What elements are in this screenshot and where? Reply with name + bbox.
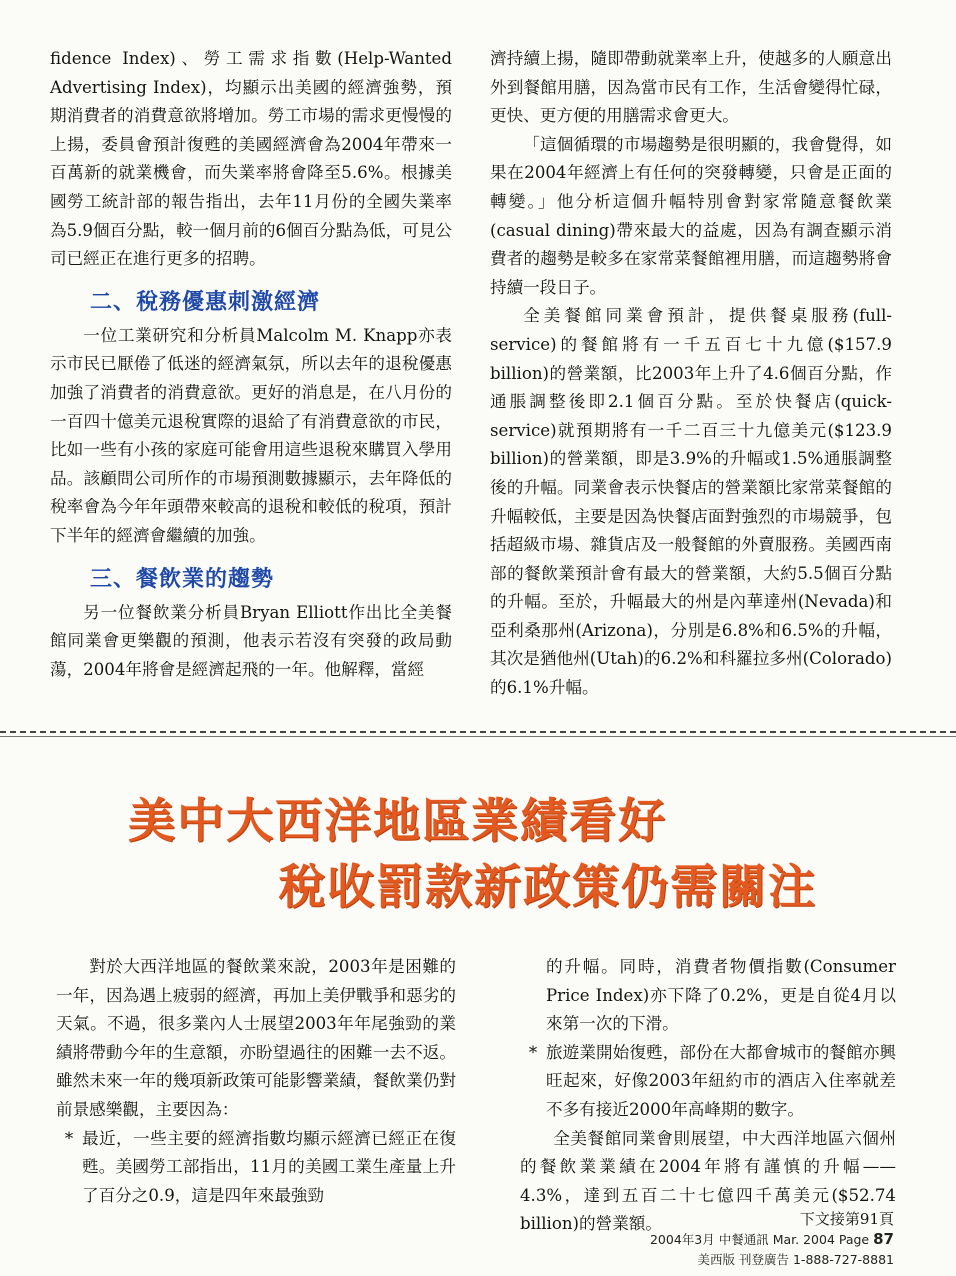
page-footer-ad-line: 美西版 刊登廣告 1-888-727-8881	[697, 1252, 894, 1267]
section-divider-rule	[0, 736, 956, 737]
section-heading-trends: 三、餐飲業的趨勢	[90, 566, 275, 592]
bullet-spacer	[520, 953, 546, 1039]
paragraph: 對於大西洋地區的餐飲業來說，2003年是困難的一年，因為遇上疲弱的經濟，再加上美伊戰爭和惡劣的天氣。不過，很多業內人士展望2003年年尾強勁的業績將帶動今年的生意額，亦盼望過往的困難一去不返。雖然未來一年的幾項新政策可能影響業績，餐飲業仍對前景感樂觀，主要因為：	[56, 957, 456, 1119]
article-top-left-column	[50, 45, 452, 684]
footer-issue-info: 2004年3月 中餐通訊 Mar. 2004 Page	[649, 1232, 870, 1247]
list-item	[520, 1039, 896, 1125]
bullet-mark: *	[528, 1042, 538, 1062]
paragraph: 一位工業研究和分析員Malcolm M. Knapp亦表示市民已厭倦了低迷的經濟氣氛，所以去年的退稅優惠加強了消費者的消費意欲。更好的消息是，在八月份的一百四十億美元退稅實際的退給了有消費意欲的市民，比如一些有小孩的家庭可能會用這些退稅來購買入學用品。該顧問公司所作的市場預測數據顯示，去年降低的稅率會為今年年頭帶來較高的退稅和較低的稅項，預計下半年的經濟會繼續的加強。	[50, 325, 452, 545]
headline-line-2: 稅收罰款新政策仍需關注	[278, 860, 817, 915]
paragraph: 全美餐館同業會預計，提供餐桌服務(full-service)的餐館將有一千五百七十九億($157.9 billion)的營業額，比2003年上升了4.6個百分點，作通脹調整後即2.1個百分點。至於快餐店(quick-service)就預期將有一千二百三十九億美元($123.9 billion)的營業額，即是3.9%的升幅或1.5%通脹調整後的升幅。同業會表示快餐店的營業額比家常菜餐館的升幅較低，主要是因為快餐店面對強烈的市場競爭，包括超級市場、雜貨店及一般餐館的外賣服務。美國西南部的餐飲業預計會有最大的營業額，大約5.5個百分點的升幅。至於，升幅最大的州是內華達州(Nevada)和亞利桑那州(Arizona)，分別是6.8%和6.5%的升幅，其次是猶他州(Utah)的6.2%和科羅拉多州(Colorado)的6.1%升幅。	[490, 306, 892, 698]
section-heading-tax: 二、稅務優惠刺激經濟	[90, 289, 321, 315]
paragraph: 濟持續上揚，隨即帶動就業率上升，使越多的人願意出外到餐館用膳，因為當市民有工作，生活會變得忙碌，更快、更方便的用膳需求會更大。	[490, 49, 892, 126]
page-footer	[650, 1230, 894, 1248]
bullet-text: 最近，一些主要的經濟指數均顯示經濟已經正在復甦。美國勞工部指出，11月的美國工業生產量上升了百分之0.9，這是四年來最強勁	[82, 1128, 456, 1205]
article-bottom-right-column	[520, 953, 896, 1239]
paragraph: 「這個循環的市場趨勢是很明顯的，我會覺得，如果在2004年經濟上有任何的突發轉變，只會是正面的轉變。」他分析這個升幅特別會對家常隨意餐飲業(casual dining)帶來最大的益處，因為有調查顯示消費者的趨勢是較多在家常菜餐館裡用膳，而這趨勢將會持續一段日子。	[490, 134, 892, 297]
list-item-continued	[520, 953, 896, 1039]
bullet-mark: *	[64, 1128, 74, 1148]
paragraph: 另一位餐飲業分析員Bryan Elliott作出比全美餐館同業會更樂觀的預測，他表示若沒有突發的政局動蕩，2004年將會是經濟起飛的一年。他解釋，當經	[50, 602, 452, 679]
paragraph: fidence Index)、勞工需求指數(Help-Wanted Advertising Index)，均顯示出美國的經濟強勢，預期消費者的消費意欲將增加。勞工市場的需求更慢慢的上揚，委員會預計復甦的美國經濟會為2004年帶來一百萬新的就業機會，而失業率將會降至5.6%。根據美國勞工統計部的報告指出，去年11月份的全國失業率為5.9個百分點，較一個月前的6個百分點為低，可見公司已經正在進行更多的招聘。	[50, 49, 453, 269]
bullet-text: 旅遊業開始復甦，部份在大都會城市的餐館亦興旺起來，好像2003年紐約市的酒店入住率就差不多有接近2000年高峰期的數字。	[546, 1042, 896, 1119]
paragraph: 全美餐館同業會則展望，中大西洋地區六個州的餐飲業業績在2004年將有謹慎的升幅——4.3%，達到五百二十七億四千萬美元($52.74 billion)的營業額。	[520, 1128, 896, 1234]
article-top-right-column	[490, 45, 892, 703]
bullet-text: 的升幅。同時，消費者物價指數(Consumer Price Index)亦下降了0.2%，更是自從4月以來第一次的下滑。	[546, 957, 896, 1034]
section-divider	[0, 731, 956, 733]
headline-line-1: 美中大西洋地區業績看好	[128, 794, 667, 849]
list-item	[56, 1125, 456, 1211]
page-number: 87	[873, 1230, 894, 1248]
continued-on-page-note: 下文接第91頁	[799, 1210, 894, 1228]
article-bottom-left-column	[56, 953, 456, 1210]
